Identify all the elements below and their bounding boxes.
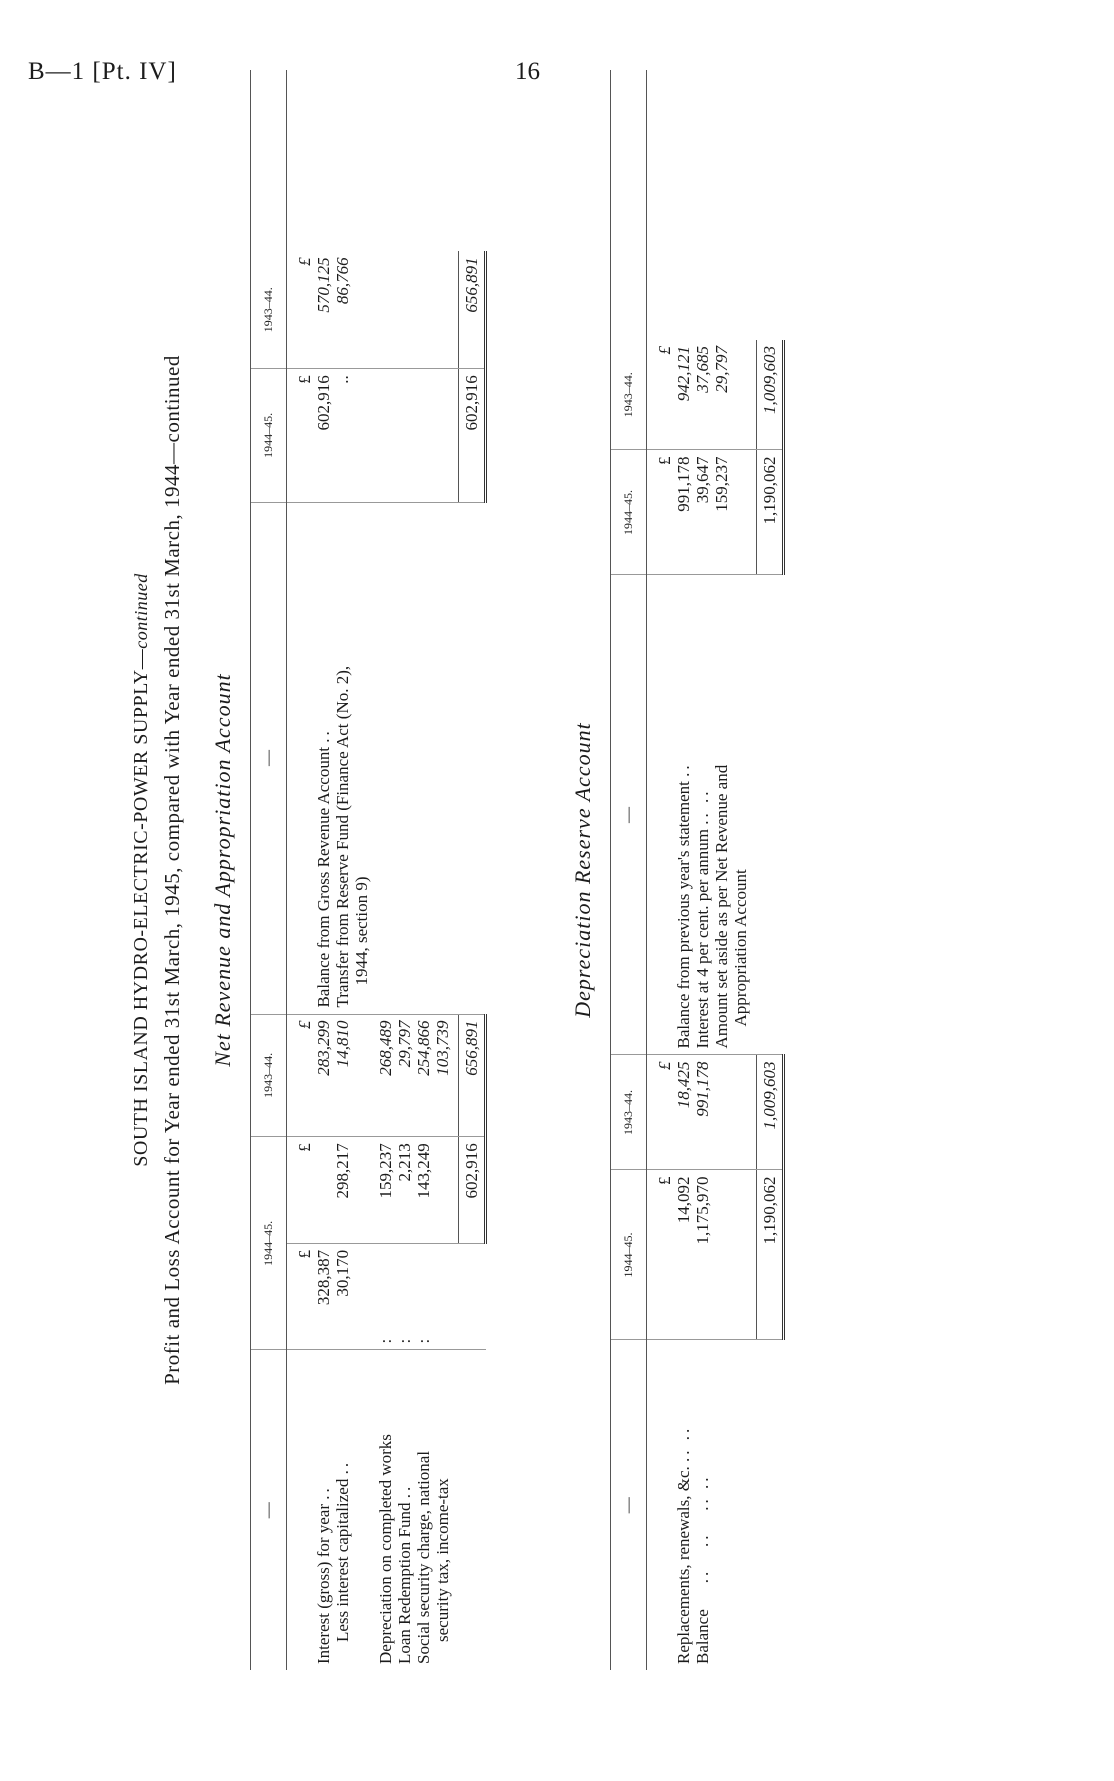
depreciation-body-row: [647, 70, 757, 1670]
dep-header-year-previous-right: 1943–44.: [611, 340, 647, 450]
desc-balance-gross: Balance from Gross Revenue Account ..: [314, 728, 333, 1008]
desc-loan-redemption: Loan Redemption Fund ..: [395, 1483, 414, 1664]
dep-total-dr-current: 1,190,062: [756, 1170, 783, 1340]
desc-replacements: Replacements, renewals, &c. .. ..: [674, 1425, 693, 1664]
val-replacements: 14,092: [674, 1176, 693, 1224]
val-balance: 1,175,970: [693, 1176, 712, 1245]
header-year-current: 1944–45.: [251, 1137, 287, 1350]
val-interest-net: 298,217: [333, 1143, 352, 1199]
dep-header-desc: —: [611, 1340, 647, 1670]
dr-descriptions: [287, 1350, 459, 1670]
header-year-previous-right: 1943–44.: [251, 251, 287, 368]
val-balance-prev-year: 991,178: [674, 456, 693, 512]
desc-amount-set-aside-cont: Appropriation Account: [731, 869, 750, 1027]
header-desc: —: [251, 1350, 287, 1670]
net-revenue-header-row: [251, 70, 287, 1670]
header-desc-right: —: [251, 502, 287, 1014]
val-less-interest: 30,170: [333, 1249, 352, 1297]
desc-interest-gross: Interest (gross) for year ..: [314, 1485, 333, 1664]
val-amount-set-aside: 159,237: [712, 456, 731, 512]
dep-dr-descriptions: [647, 1340, 757, 1670]
depreciation-reserve-table: [610, 70, 785, 1670]
val-balance-gross: 602,916: [314, 375, 333, 431]
dr-values-previous: £ 283,299 14,810 268,489 29,797 254,866 103,739: [287, 1014, 459, 1137]
dep-total-cr-previous: 1,009,603: [756, 340, 783, 450]
header-year-current-right: 1944–45.: [251, 369, 287, 502]
dr-values-outer: £ 298,217 159,237 2,213 143,249: [287, 1137, 459, 1244]
supply-heading: SOUTH ISLAND HYDRO-ELECTRIC-POWER SUPPLY—continued: [130, 573, 152, 1167]
net-revenue-row-interest: [287, 70, 459, 1670]
dep-dr-values-previous: £ 18,425 991,178: [647, 1055, 757, 1170]
desc-social-security-cont: security tax, income-tax: [433, 1478, 452, 1642]
account-title: Profit and Loss Account for Year ended 31st March, 1945, compared with Year ended 31st March, 1944—continued: [160, 355, 184, 1385]
rotated-sheet: [130, 70, 890, 1670]
prev-transfer: 86,766: [333, 257, 352, 305]
desc-balance: Balance .. .. .. ..: [693, 1474, 712, 1664]
dep-total-cr-current: 1,190,062: [756, 450, 783, 575]
total-cr-current: 602,916: [459, 369, 486, 502]
val-interest-4pc: 39,647: [693, 456, 712, 504]
desc-less-interest: Less interest capitalized ..: [333, 1459, 352, 1642]
dr-values-inner: £ 328,387 30,170 : : :: [287, 1243, 459, 1350]
desc-depreciation: Depreciation on completed works: [376, 1434, 395, 1664]
prev-balance-prev-year: 942,121: [674, 346, 693, 402]
desc-transfer: Transfer from Reserve Fund (Finance Act (No. 2),: [333, 665, 352, 1008]
desc-balance-prev-year: Balance from previous year's statement ..: [674, 762, 693, 1049]
supply-title: SOUTH ISLAND HYDRO-ELECTRIC-POWER SUPPLY: [130, 669, 152, 1167]
val-social-security: 143,249: [414, 1143, 433, 1199]
prev-interest-gross: 283,299: [314, 1020, 333, 1076]
val-loan-redemption: 2,213: [395, 1143, 414, 1182]
cr-descriptions: [287, 502, 459, 1014]
dep-dr-values-current: £ 14,092 1,175,970: [647, 1170, 757, 1340]
prev-amount-set-aside: 29,797: [712, 346, 731, 393]
val-depreciation: 159,237: [376, 1143, 395, 1199]
prev-replacements: 18,425: [674, 1061, 693, 1109]
prev-social-security: 254,866: [414, 1020, 433, 1076]
prev-loan-redemption: 29,797: [395, 1020, 414, 1068]
dep-cr-values-previous: £ 942,121 37,685 29,797: [647, 340, 757, 450]
val-transfer: ..: [333, 375, 352, 384]
page-reference: B—1 [Pt. IV]: [28, 58, 177, 85]
depreciation-reserve-subtitle: Depreciation Reserve Account: [570, 722, 595, 1018]
depreciation-header-row: [611, 70, 647, 1670]
prev-less-interest: 14,810: [333, 1020, 352, 1068]
dep-cr-descriptions: [647, 575, 757, 1055]
page-number: 16: [515, 58, 540, 85]
dep-header-desc-right: —: [611, 575, 647, 1055]
net-revenue-total-row: [459, 70, 486, 1670]
total-cr-previous: 656,891: [459, 251, 486, 368]
total-dr-current: 602,916: [459, 1137, 486, 1244]
cr-values-current: £ 602,916 ..: [287, 369, 459, 502]
prev-balance: 991,178: [693, 1061, 712, 1117]
dep-header-year-current-right: 1944–45.: [611, 450, 647, 575]
prev-interest-4pc: 37,685: [693, 346, 712, 393]
depreciation-total-row: [756, 70, 783, 1670]
dep-total-dr-previous: 1,009,603: [756, 1055, 783, 1170]
dep-header-year-current: 1944–45.: [611, 1170, 647, 1340]
desc-social-security: Social security charge, national: [414, 1450, 433, 1664]
net-revenue-subtitle: Net Revenue and Appropriation Account: [210, 673, 235, 1067]
dep-header-year-previous: 1943–44.: [611, 1055, 647, 1170]
val-interest-gross: 328,387: [314, 1249, 333, 1306]
header-year-previous: 1943–44.: [251, 1014, 287, 1137]
desc-transfer-cont: 1944, section 9): [352, 876, 371, 986]
desc-interest-4pc: Interest at 4 per cent. per annum .. ..: [693, 788, 712, 1049]
desc-amount-set-aside: Amount set aside as per Net Revenue and: [712, 764, 731, 1049]
cr-values-previous: £ 570,125 86,766: [287, 251, 459, 368]
prev-depreciation: 268,489: [376, 1020, 395, 1076]
total-dr-previous: 656,891: [459, 1014, 486, 1137]
prev-balance-gross: 570,125: [314, 257, 333, 313]
dep-cr-values-current: £ 991,178 39,647 159,237: [647, 450, 757, 575]
prev-extra: 103,739: [433, 1020, 452, 1076]
supply-continued: continued: [131, 573, 151, 649]
net-revenue-table: [250, 70, 487, 1670]
